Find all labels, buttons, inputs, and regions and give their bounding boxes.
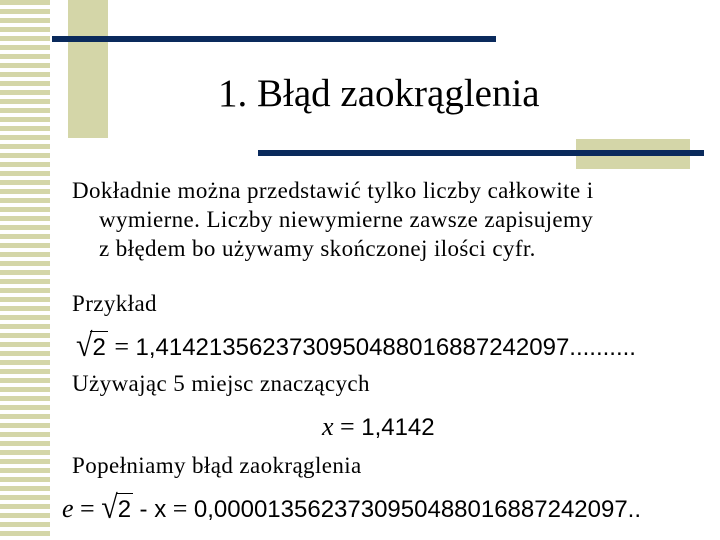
intro-line-2: wymierne. Liczby niewymierne zawsze zapisujemy (99, 207, 594, 232)
sqrt2-value: 1,4142135623730950488016887242097.......... (135, 334, 636, 361)
x-value: 1,4142 (361, 414, 435, 441)
sqrt-symbol: √2 (76, 327, 106, 364)
sqrt2-equation (76, 327, 636, 364)
equals-sign: = (114, 332, 129, 361)
error-value: 0,0000135623730950488016887242097.. (193, 496, 642, 523)
equals-sign: = (340, 412, 355, 441)
rounding-error-label: Popełniamy błąd zaokrąglenia (72, 453, 362, 478)
equals-sign: = (80, 494, 95, 523)
decorative-stripes (0, 0, 50, 540)
minus-x: - x (139, 496, 167, 523)
intro-line-3: z błędem bo używamy skończonej ilości cyfr. (99, 236, 536, 261)
title-rule-top (52, 36, 496, 42)
title-rule-bottom (258, 150, 704, 156)
sqrt-symbol: √2 (101, 489, 132, 526)
x-approximation-equation (322, 411, 435, 444)
intro-line-1: Dokładnie można przedstawić tylko liczby całkowite i (72, 178, 594, 203)
slide-title: 1. Błąd zaokrąglenia (218, 72, 540, 115)
intro-paragraph (72, 176, 702, 263)
decorative-block-top (68, 0, 108, 138)
variable-e: e (62, 494, 74, 523)
significant-digits-label: Używając 5 miejsc znaczących (72, 371, 370, 396)
variable-x: x (322, 412, 334, 441)
example-label: Przykład (72, 291, 157, 316)
error-equation (62, 489, 642, 526)
equals-sign: = (172, 494, 188, 523)
